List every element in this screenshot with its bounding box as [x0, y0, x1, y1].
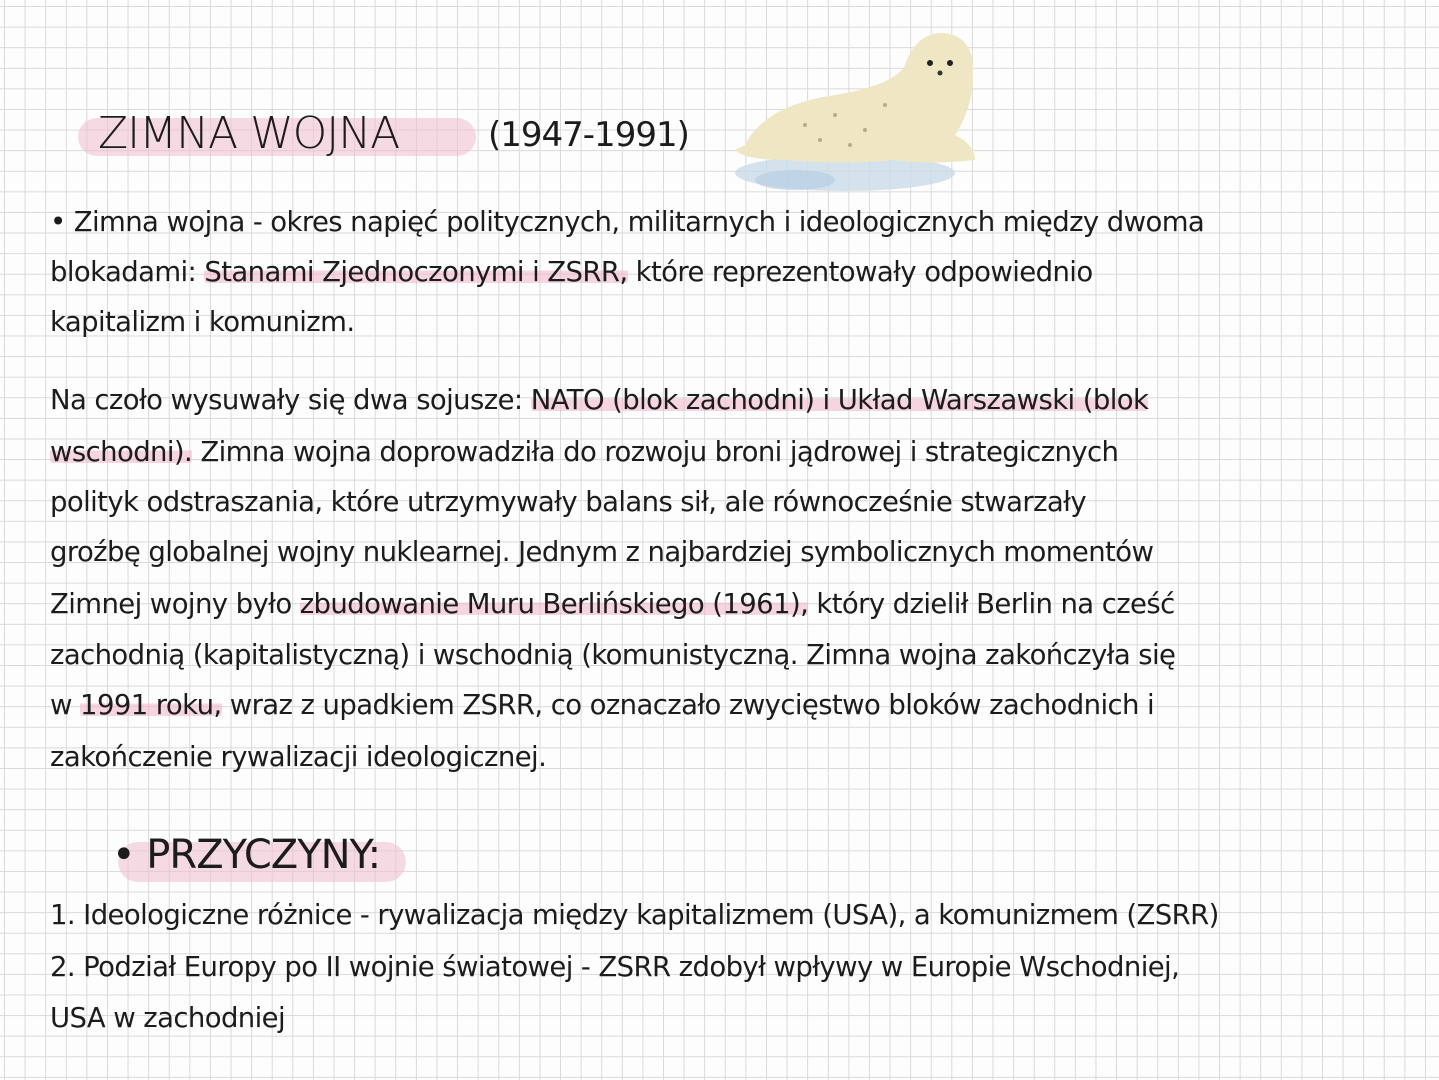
highlighted-text: zbudowanie Muru Berlińskiego (1961), [299, 588, 809, 620]
text-segment: Zimna wojna doprowadziła do rozwoju broni jądrowej i strategicznych [192, 436, 1119, 468]
paragraph-line [50, 587, 1175, 621]
text-segment: zakończenie rywalizacji ideologicznej. [50, 741, 547, 773]
page-title: ZIMNA WOJNA [98, 108, 400, 159]
cause-item: 2. Podział Europy po II wojnie światowej - ZSRR zdobył wpływy w Europie Wschodniej, [50, 951, 1180, 983]
paragraph-line [50, 638, 1175, 672]
paragraph-line [50, 205, 1204, 239]
text-segment: które reprezentowały odpowiednio [627, 256, 1093, 288]
text-segment: Na czoło wysuwały się dwa sojusze: [50, 384, 531, 416]
text-segment: groźbę globalnej wojny nuklearnej. Jednym z najbardziej symbolicznych momentów [50, 536, 1154, 568]
section-heading-causes: • PRZYCZYNY: [112, 832, 381, 878]
paragraph-line [50, 688, 1154, 722]
paragraph-line [50, 485, 1086, 519]
seal-illustration [725, 25, 985, 195]
text-segment: w [50, 689, 81, 721]
text-segment: • Zimna wojna - okres napięć politycznych, militarnych i ideologicznych między dwoma [50, 206, 1205, 238]
highlighted-text: wschodni). [50, 436, 193, 468]
text-segment: Zimnej wojny było [50, 588, 300, 620]
text-segment: kapitalizm i komunizm. [50, 306, 355, 338]
highlighted-text: 1991 roku, [80, 689, 222, 721]
paragraph-line [50, 383, 1148, 417]
paragraph-line [50, 740, 546, 774]
highlighted-text: NATO (blok zachodni) i Układ Warszawski (blok [530, 384, 1149, 416]
text-segment: zachodnią (kapitalistyczną) i wschodnią (komunistyczną. Zimna wojna zakończyła się [50, 639, 1176, 671]
title-years: (1947-1991) [488, 115, 689, 155]
text-segment: który dzielił Berlin na cześć [808, 588, 1175, 620]
paragraph-line [50, 535, 1153, 569]
paragraph-line [50, 255, 1093, 289]
cause-item: USA w zachodniej [50, 1002, 286, 1034]
highlighted-text: Stanami Zjednoczonymi i ZSRR, [204, 256, 628, 288]
paragraph-line [50, 305, 354, 339]
text-segment: polityk odstraszania, które utrzymywały balans sił, ale równocześnie stwarzały [50, 486, 1087, 518]
text-segment: blokadami: [50, 256, 205, 288]
paragraph-line [50, 435, 1118, 469]
text-segment: wraz z upadkiem ZSRR, co oznaczało zwycięstwo bloków zachodnich i [221, 689, 1155, 721]
cause-item: 1. Ideologiczne różnice - rywalizacja między kapitalizmem (USA), a komunizmem (ZSRR) [50, 899, 1219, 931]
